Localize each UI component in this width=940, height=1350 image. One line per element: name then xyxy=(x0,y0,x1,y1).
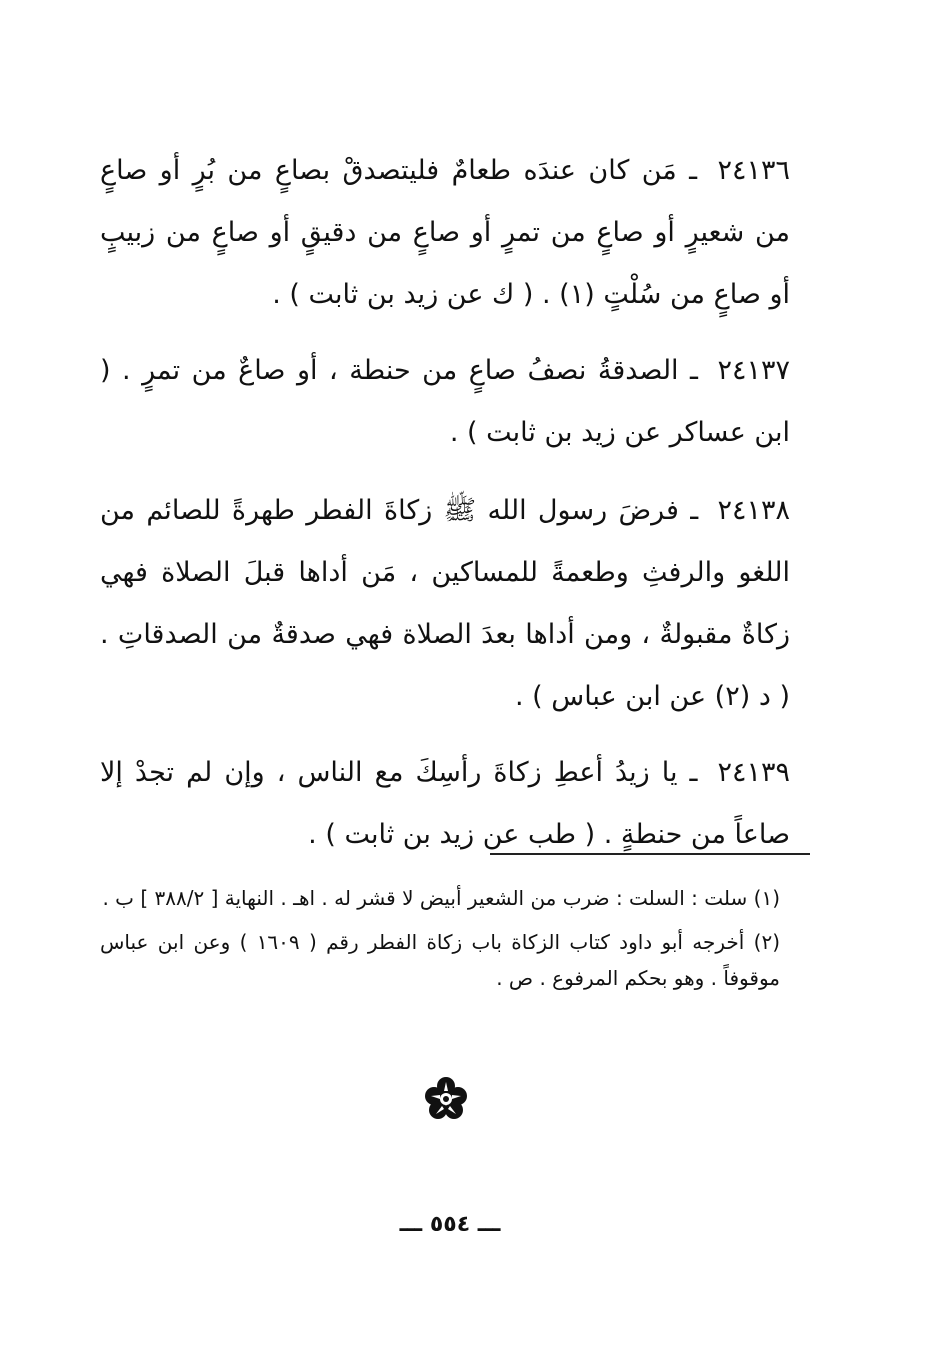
hadith-entry xyxy=(100,480,790,728)
hadith-entry xyxy=(100,742,790,866)
footnotes xyxy=(100,880,780,1004)
hadith-text: ـ يا زيدُ أعطِ زكاةَ رأسِكَ مع الناس ، وإن لم تجدْ إلا صاعاً من حنطةٍ . ( طب عن زيد بن ثابت ) . xyxy=(100,757,790,850)
hadith-text: ـ الصدقةُ نصفُ صاعٍ من حنطة ، أو صاعٌ من تمرٍ . ( ابن عساكر عن زيد بن ثابت ) . xyxy=(100,355,790,448)
footnote-divider xyxy=(490,853,810,855)
hadith-number: ٢٤١٣٦ xyxy=(717,155,790,186)
hadith-entry xyxy=(100,340,790,464)
hadith-text: ـ مَن كان عندَه طعامٌ فليتصدقْ بصاعٍ من بُرٍ أو صاعٍ من شعيرٍ أو صاعٍ من تمرٍ أو صاعٍ من دقيقٍ أو صاعٍ من زبيبٍ أو صاعٍ من سُلْتٍ (١) . ( ك عن زيد بن ثابت ) . xyxy=(100,155,790,310)
footnote: (١) سلت : السلت : ضرب من الشعير أبيض لا قشر له . اهـ . النهاية [ ٣٨٨/٢ ] ب . xyxy=(102,886,780,910)
page-number: ـــ ٥٥٤ ـــ xyxy=(399,1212,501,1237)
hadith-number: ٢٤١٣٩ xyxy=(717,757,790,788)
hadith-entry xyxy=(100,140,790,326)
main-text xyxy=(100,140,790,878)
floral-ornament-icon xyxy=(421,1074,471,1124)
hadith-number: ٢٤١٣٧ xyxy=(717,355,790,386)
hadith-number: ٢٤١٣٨ xyxy=(717,495,790,526)
footnote: (٢) أخرجه أبو داود كتاب الزكاة باب زكاة الفطر رقم ( ١٦٠٩ ) وعن ابن عباس موقوفاً . وهو بحكم المرفوع . ص . xyxy=(100,930,780,990)
hadith-text: ـ فرضَ رسول الله ﷺ زكاةَ الفطر طهرةً للصائم من اللغو والرفثِ وطعمةً للمساكين ، مَن أداها قبلَ الصلاة فهي زكاةٌ مقبولةٌ ، ومن أداها بعدَ الصلاة فهي صدقةٌ من الصدقاتِ . ( د (٢) عن ابن عباس ) . xyxy=(100,495,790,712)
